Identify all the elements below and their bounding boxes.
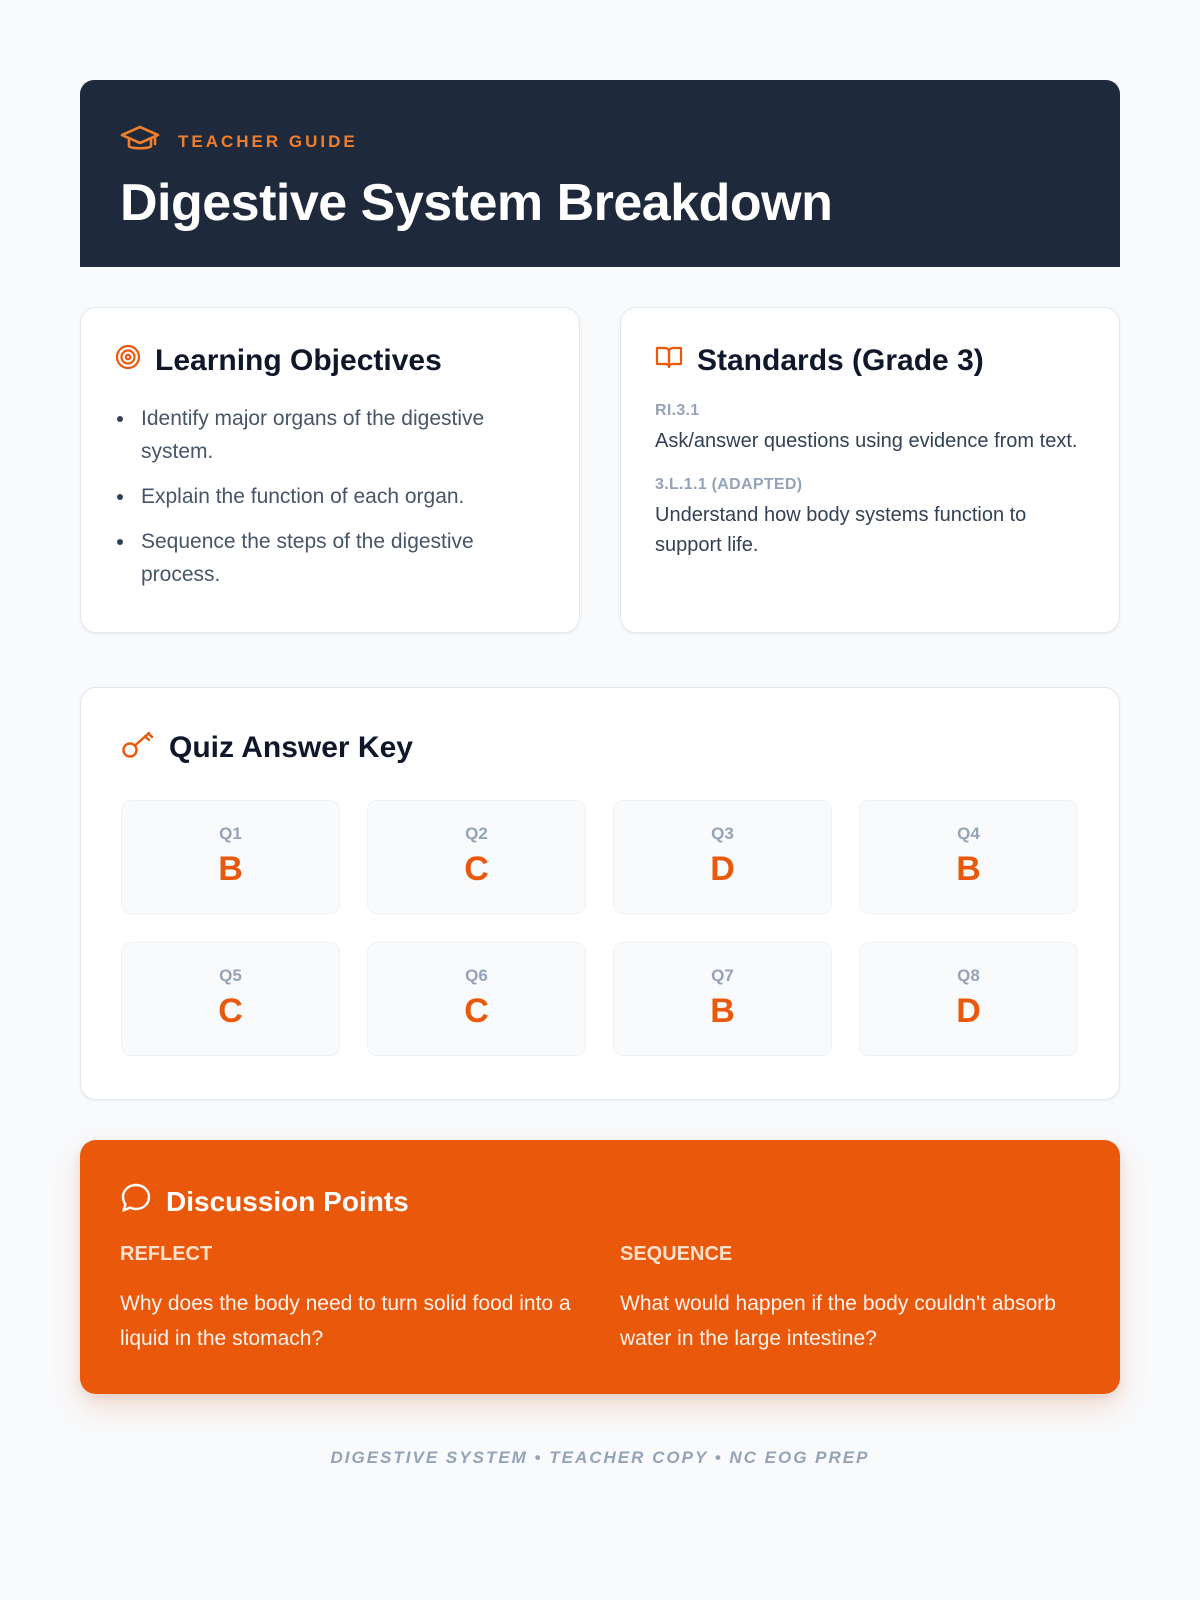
standard-code: 3.L.1.1 (ADAPTED) [655,476,803,493]
objectives-title: Learning Objectives [155,344,442,377]
answer-cell [613,942,832,1056]
answer-cell [613,800,832,914]
question-number: Q1 [219,824,242,843]
standards-heading [655,344,1085,378]
discussion-label: REFLECT [120,1243,213,1265]
answer-letter: B [218,850,243,888]
graduation-cap-icon [120,124,160,159]
list-item: Explain the function of each organ. [115,480,545,513]
key-icon [121,728,155,768]
answer-cell [367,800,586,914]
question-number: Q7 [711,966,734,985]
answer-letter: B [710,992,735,1030]
page-title: Digestive System Breakdown [120,174,833,232]
answer-cell [121,800,340,914]
answer-letter: C [464,992,489,1030]
discussion-point [120,1243,620,1356]
discussion-question: Why does the body need to turn solid food into a liquid in the stomach? [120,1292,571,1350]
quiz-answer-key-card [80,687,1120,1100]
eyebrow-label: TEACHER GUIDE [178,131,358,151]
discussion-title: Discussion Points [166,1185,409,1217]
list-item: Identify major organs of the digestive system. [115,402,545,468]
question-number: Q6 [465,966,488,985]
quiz-title: Quiz Answer Key [169,731,413,764]
page-footer: DIGESTIVE SYSTEM • TEACHER COPY • NC EOG PREP [330,1448,870,1467]
question-number: Q3 [711,824,734,843]
question-number: Q2 [465,824,488,843]
answer-cell [367,942,586,1056]
discussion-point [620,1243,1120,1356]
learning-objectives-card [80,307,580,633]
eyebrow [120,124,1080,159]
standard-item [655,402,1085,456]
question-number: Q8 [957,966,980,985]
answer-letter: D [956,992,981,1030]
objectives-list [115,402,545,591]
discussion-question: What would happen if the body couldn't absorb water in the large intestine? [620,1292,1056,1350]
book-open-icon [655,344,683,378]
standard-code: RI.3.1 [655,402,700,419]
list-item: Sequence the steps of the digestive process. [115,525,545,591]
discussion-heading [120,1182,1080,1221]
answer-cell [859,800,1078,914]
discussion-label: SEQUENCE [620,1243,733,1265]
answer-grid [121,800,1079,1056]
question-number: Q4 [957,824,980,843]
answer-letter: C [218,992,243,1030]
discussion-points-card [80,1140,1120,1394]
question-number: Q5 [219,966,242,985]
speech-bubble-icon [120,1182,152,1221]
standards-title: Standards (Grade 3) [697,344,984,377]
answer-letter: D [710,850,735,888]
answer-letter: B [956,850,981,888]
discussion-columns [120,1243,1080,1356]
standard-description: Understand how body systems function to support life. [655,504,1027,556]
answer-letter: C [464,850,489,888]
standard-description: Ask/answer questions using evidence from text. [655,430,1078,452]
standards-card [620,307,1120,633]
quiz-heading [121,728,1079,768]
answer-cell [859,942,1078,1056]
header-banner [80,80,1120,267]
standard-item [655,476,1085,560]
objectives-heading [115,344,545,378]
answer-cell [121,942,340,1056]
target-icon [115,344,141,378]
